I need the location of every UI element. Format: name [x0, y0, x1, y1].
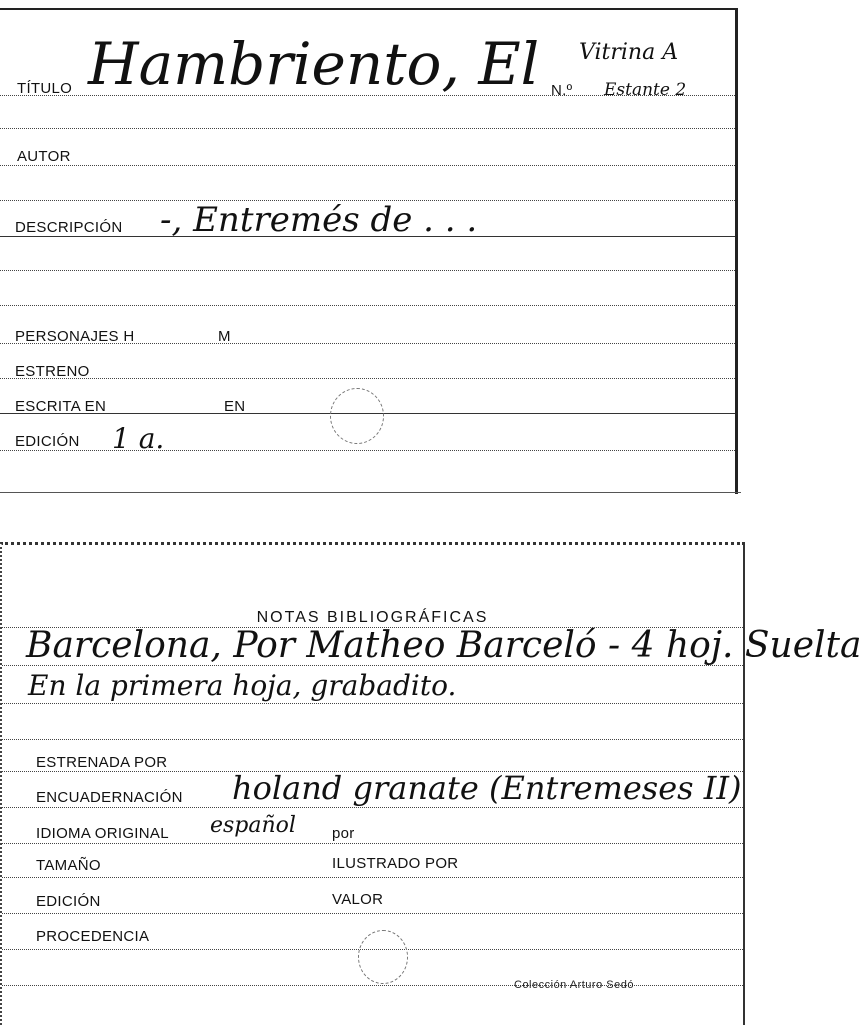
handwritten-edicion: 1 a.	[112, 422, 165, 455]
rule	[0, 305, 735, 306]
label-descripcion: DESCRIPCIÓN	[15, 219, 123, 236]
handwritten-estante: Estante 2	[604, 80, 687, 100]
rule	[2, 913, 743, 914]
rule	[2, 807, 743, 808]
stamp-mark	[358, 930, 408, 984]
punch-hole-mark	[330, 388, 384, 444]
catalog-card-top	[0, 8, 738, 494]
rule	[2, 703, 743, 704]
label-titulo: TÍTULO	[17, 80, 73, 97]
rule	[0, 165, 735, 166]
label-ilustrado: ILUSTRADO POR	[332, 855, 459, 872]
rule	[2, 877, 743, 878]
handwritten-descripcion: -, Entremés de . . .	[160, 200, 478, 240]
label-por: por	[332, 825, 355, 842]
label-edicion: EDICIÓN	[15, 433, 80, 450]
handwritten-notas-line2: En la primera hoja, grabadito.	[28, 669, 457, 702]
label-tamano: TAMAÑO	[36, 857, 101, 874]
label-m: M	[218, 328, 231, 345]
handwritten-idioma: español	[210, 813, 296, 838]
label-estrenada: ESTRENADA POR	[36, 754, 168, 771]
handwritten-titulo: Hambriento, El	[88, 30, 540, 98]
rule	[0, 450, 735, 451]
card-separator	[0, 492, 741, 493]
heading-notas: NOTAS BIBLIOGRÁFICAS	[256, 609, 489, 626]
label-edicion-2: EDICIÓN	[36, 893, 101, 910]
catalog-card-bottom	[0, 542, 862, 1025]
rule	[2, 739, 743, 740]
rule	[2, 843, 743, 844]
label-escrita-en: ESCRITA EN	[15, 398, 107, 415]
label-procedencia: PROCEDENCIA	[36, 928, 150, 945]
label-personajes: PERSONAJES H	[15, 328, 135, 345]
coleccion-label: Colección Arturo Sedó	[514, 979, 634, 991]
handwritten-encuadernacion: holand granate (Entremeses II)	[232, 769, 742, 807]
handwritten-notas-line1: Barcelona, Por Matheo Barceló - 4 hoj. Suelta	[26, 625, 862, 666]
label-encuadernacion: ENCUADERNACIÓN	[36, 789, 183, 806]
label-autor: AUTOR	[17, 148, 71, 165]
handwritten-vitrina: Vitrina A	[579, 40, 679, 65]
label-idioma: IDIOMA ORIGINAL	[36, 825, 169, 842]
rule	[0, 378, 735, 379]
label-valor: VALOR	[332, 891, 384, 908]
label-numero: N.º	[551, 82, 573, 99]
label-estreno: ESTRENO	[15, 363, 90, 380]
label-en: EN	[224, 398, 246, 415]
rule	[0, 128, 735, 129]
rule	[0, 270, 735, 271]
